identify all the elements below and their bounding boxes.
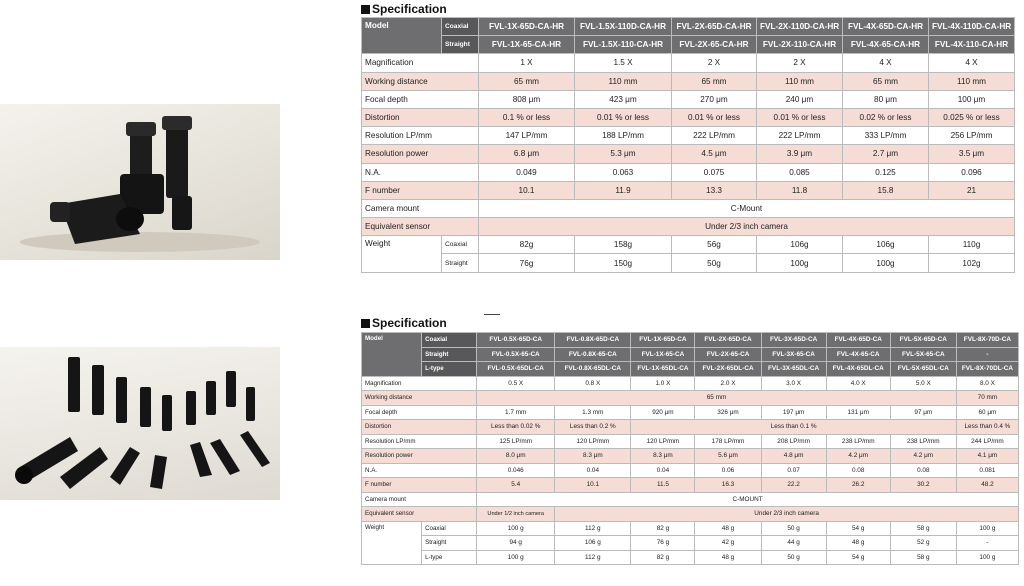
row-weight-straight	[362, 254, 1015, 272]
table-cell: 82 g	[631, 550, 695, 565]
table-cell: FVL-0.5X-65DL-CA	[477, 362, 555, 377]
row-weight-coaxial	[362, 236, 1015, 254]
table-cell: Under 1/2 inch camera	[477, 507, 555, 522]
table-cell: 240 μm	[757, 90, 843, 108]
row-weight-coaxial	[362, 521, 1019, 536]
table-cell: 100 g	[956, 521, 1018, 536]
model-header: Model	[362, 333, 422, 377]
model-name: FVL-4X-65-CA-HR	[843, 36, 929, 54]
table-cell: 10.1	[555, 478, 631, 493]
table-cell: 1.3 mm	[555, 405, 631, 420]
table-cell: Working distance	[362, 72, 479, 90]
table-cell: Coaxial	[422, 333, 477, 348]
table-cell: 0.08	[826, 463, 890, 478]
table-cell: Less than 0.1 %	[631, 420, 956, 435]
table-cell: 208 LP/mm	[761, 434, 826, 449]
row-magnification	[362, 54, 1015, 72]
table-cell: FVL-0.8X-65-CA	[555, 347, 631, 362]
table-cell: 4.2 μm	[826, 449, 890, 464]
table-cell: 11.8	[757, 181, 843, 199]
table-cell: Coaxial	[442, 236, 479, 254]
table-cell: 30.2	[890, 478, 956, 493]
table-cell: N.A.	[362, 163, 479, 181]
row-distortion	[362, 420, 1019, 435]
table-cell: L-type	[422, 550, 477, 565]
table-cell: 82g	[479, 236, 575, 254]
table-cell: 8.3 μm	[631, 449, 695, 464]
table-cell: 94 g	[477, 536, 555, 551]
table-cell: 2.7 μm	[843, 145, 929, 163]
table-cell: 106g	[757, 236, 843, 254]
table-cell: 4.8 μm	[761, 449, 826, 464]
table-cell: Under 2/3 inch camera	[555, 507, 1019, 522]
table-cell: 8.0 X	[956, 376, 1018, 391]
table-cell: 50 g	[761, 521, 826, 536]
row-camera-mount	[362, 492, 1019, 507]
table-cell: 11.5	[631, 478, 695, 493]
table-cell: 3.9 μm	[757, 145, 843, 163]
table-cell: Straight	[442, 254, 479, 272]
table-cell: Magnification	[362, 376, 477, 391]
table-cell: 0.02 % or less	[843, 108, 929, 126]
table-cell: 0.063	[575, 163, 672, 181]
table-cell: N.A.	[362, 463, 477, 478]
table-cell: FVL-0.5X-65-CA	[477, 347, 555, 362]
table-cell: FVL-1X-65D-CA	[631, 333, 695, 348]
table-cell: 76g	[479, 254, 575, 272]
table-cell: 0.046	[477, 463, 555, 478]
table-cell: C-MOUNT	[477, 492, 1019, 507]
table-cell: FVL-0.5X-65D-CA	[477, 333, 555, 348]
model-name: FVL-4X-110D-CA-HR	[929, 18, 1015, 36]
table-cell: FVL-1X-65-CA	[631, 347, 695, 362]
header-row-straight	[362, 347, 1019, 362]
divider	[484, 314, 500, 315]
row-equivalent-sensor	[362, 507, 1019, 522]
table-cell: 60 μm	[956, 405, 1018, 420]
table-cell: 110 mm	[757, 72, 843, 90]
table-cell: FVL-3X-65DL-CA	[761, 362, 826, 377]
row-resolution-lp	[362, 434, 1019, 449]
table-cell: 100 g	[956, 550, 1018, 565]
table-cell: -	[956, 347, 1018, 362]
row-working-distance	[362, 72, 1015, 90]
row-na	[362, 463, 1019, 478]
table-cell: Resolution power	[362, 145, 479, 163]
table-cell: 333 LP/mm	[843, 127, 929, 145]
table-cell: 0.04	[555, 463, 631, 478]
table-cell: FVL-8X-70DL-CA	[956, 362, 1018, 377]
spec-table-hr	[361, 17, 1015, 273]
table-cell: FVL-2X-65-CA	[695, 347, 761, 362]
table-cell: 0.1 % or less	[479, 108, 575, 126]
table-cell: 808 μm	[479, 90, 575, 108]
table-cell: Straight	[442, 36, 479, 54]
table-cell: 100 g	[477, 521, 555, 536]
table-cell: 112 g	[555, 550, 631, 565]
table-cell: 82 g	[631, 521, 695, 536]
model-name: FVL-4X-65D-CA-HR	[843, 18, 929, 36]
table-cell: 5.6 μm	[695, 449, 761, 464]
table-cell: 76 g	[631, 536, 695, 551]
table-cell: Focal depth	[362, 405, 477, 420]
table-cell: 5.3 μm	[575, 145, 672, 163]
row-resolution-power	[362, 449, 1019, 464]
table-cell: 4.0 X	[826, 376, 890, 391]
table-cell: 1.7 mm	[477, 405, 555, 420]
table-cell: FVL-4X-65D-CA	[826, 333, 890, 348]
table-cell: FVL-1X-65DL-CA	[631, 362, 695, 377]
table-cell: 3.0 X	[761, 376, 826, 391]
table-cell: 131 μm	[826, 405, 890, 420]
table-cell: 238 LP/mm	[890, 434, 956, 449]
table-cell: 2 X	[757, 54, 843, 72]
table-cell: 0.01 % or less	[757, 108, 843, 126]
table-cell: 222 LP/mm	[672, 127, 757, 145]
table-cell: Less than 0.02 %	[477, 420, 555, 435]
table-cell: FVL-2X-65DL-CA	[695, 362, 761, 377]
spec-table-standard	[361, 332, 1019, 565]
table-cell: 15.8	[843, 181, 929, 199]
table-cell: Working distance	[362, 391, 477, 406]
table-cell: 197 μm	[761, 405, 826, 420]
row-focal-depth	[362, 405, 1019, 420]
table-cell: 16.3	[695, 478, 761, 493]
table-cell: Less than 0.4 %	[956, 420, 1018, 435]
table-cell: 125 LP/mm	[477, 434, 555, 449]
table-cell: 70 mm	[956, 391, 1018, 406]
table-cell: 26.2	[826, 478, 890, 493]
table-cell: 112 g	[555, 521, 631, 536]
table-cell: 222 LP/mm	[757, 127, 843, 145]
table-cell: 110g	[929, 236, 1015, 254]
table-cell: 4 X	[929, 54, 1015, 72]
table-cell: 0.025 % or less	[929, 108, 1015, 126]
row-camera-mount	[362, 199, 1015, 217]
table-cell: 1.5 X	[575, 54, 672, 72]
table-cell: 3.5 μm	[929, 145, 1015, 163]
table-cell: 54 g	[826, 521, 890, 536]
table-cell: Less than 0.2 %	[555, 420, 631, 435]
model-name: FVL-2X-65D-CA-HR	[672, 18, 757, 36]
table-cell: Resolution power	[362, 449, 477, 464]
table-cell: 4 X	[843, 54, 929, 72]
table-cell: 0.5 X	[477, 376, 555, 391]
table-cell: Distortion	[362, 108, 479, 126]
row-na	[362, 163, 1015, 181]
table-cell: 110 mm	[575, 72, 672, 90]
table-cell: 102g	[929, 254, 1015, 272]
table-cell: 48.2	[956, 478, 1018, 493]
table-cell: 11.9	[575, 181, 672, 199]
table-cell: FVL-5X-65DL-CA	[890, 362, 956, 377]
table-cell: 0.049	[479, 163, 575, 181]
table-cell: Weight	[362, 521, 422, 565]
table-cell: 65 mm	[843, 72, 929, 90]
table-cell: 0.075	[672, 163, 757, 181]
table-cell: 4.1 μm	[956, 449, 1018, 464]
row-distortion	[362, 108, 1015, 126]
table-cell: 10.1	[479, 181, 575, 199]
table-cell: Coaxial	[442, 18, 479, 36]
table-cell: 100g	[843, 254, 929, 272]
row-magnification	[362, 376, 1019, 391]
table-cell: 48 g	[695, 550, 761, 565]
table-cell: 0.07	[761, 463, 826, 478]
row-resolution-power	[362, 145, 1015, 163]
table-cell: Weight	[362, 236, 442, 272]
table-cell: 50g	[672, 254, 757, 272]
table-cell: Resolution LP/mm	[362, 434, 477, 449]
header-row-ltype	[362, 362, 1019, 377]
row-f-number	[362, 181, 1015, 199]
spec-heading: Specification	[361, 317, 447, 330]
table-cell: 50 g	[761, 550, 826, 565]
table-cell: Straight	[422, 536, 477, 551]
table-cell: 1.0 X	[631, 376, 695, 391]
product-photo-standard-lenses	[0, 347, 280, 500]
table-cell: 65 mm	[477, 391, 957, 406]
table-cell: Focal depth	[362, 90, 479, 108]
table-cell: 65 mm	[479, 72, 575, 90]
table-cell: -	[956, 536, 1018, 551]
table-cell: FVL-0.8X-65D-CA	[555, 333, 631, 348]
table-cell: 238 LP/mm	[826, 434, 890, 449]
table-cell: 256 LP/mm	[929, 127, 1015, 145]
table-cell: 326 μm	[695, 405, 761, 420]
table-cell: Resolution LP/mm	[362, 127, 479, 145]
table-cell: 58 g	[890, 550, 956, 565]
table-cell: L-type	[422, 362, 477, 377]
table-cell: 0.04	[631, 463, 695, 478]
table-cell: FVL-4X-65-CA	[826, 347, 890, 362]
table-cell: 13.3	[672, 181, 757, 199]
model-name: FVL-2X-65-CA-HR	[672, 36, 757, 54]
table-cell: 5.0 X	[890, 376, 956, 391]
table-cell: 0.081	[956, 463, 1018, 478]
table-cell: 1 X	[479, 54, 575, 72]
table-cell: 97 μm	[890, 405, 956, 420]
table-cell: Coaxial	[422, 521, 477, 536]
table-cell: 150g	[575, 254, 672, 272]
table-cell: Camera mount	[362, 199, 479, 217]
table-cell: 147 LP/mm	[479, 127, 575, 145]
table-cell: 106 g	[555, 536, 631, 551]
model-header: Model	[362, 18, 442, 54]
table-cell: Equivalent sensor	[362, 218, 479, 236]
table-cell: Straight	[422, 347, 477, 362]
table-cell: Magnification	[362, 54, 479, 72]
table-cell: 8.3 μm	[555, 449, 631, 464]
table-cell: 110 mm	[929, 72, 1015, 90]
table-cell: 100 g	[477, 550, 555, 565]
table-cell: Camera mount	[362, 492, 477, 507]
table-cell: FVL-5X-65-CA	[890, 347, 956, 362]
table-cell: Equivalent sensor	[362, 507, 477, 522]
product-photo-hr-lenses	[0, 104, 280, 260]
table-cell: 4.5 μm	[672, 145, 757, 163]
model-name: FVL-1X-65D-CA-HR	[479, 18, 575, 36]
table-cell: 0.01 % or less	[672, 108, 757, 126]
model-name: FVL-2X-110-CA-HR	[757, 36, 843, 54]
table-cell: 0.8 X	[555, 376, 631, 391]
row-weight-straight	[362, 536, 1019, 551]
table-cell: 44 g	[761, 536, 826, 551]
table-cell: 423 μm	[575, 90, 672, 108]
table-cell: 52 g	[890, 536, 956, 551]
row-focal-depth	[362, 90, 1015, 108]
table-cell: 2.0 X	[695, 376, 761, 391]
table-cell: 56g	[672, 236, 757, 254]
table-cell: 4.2 μm	[890, 449, 956, 464]
table-cell: F number	[362, 181, 479, 199]
table-cell: 8.0 μm	[477, 449, 555, 464]
table-cell: FVL-0.8X-65DL-CA	[555, 362, 631, 377]
table-cell: FVL-3X-65D-CA	[761, 333, 826, 348]
table-cell: Distortion	[362, 420, 477, 435]
model-name: FVL-4X-110-CA-HR	[929, 36, 1015, 54]
table-cell: 5.4	[477, 478, 555, 493]
table-cell: 2 X	[672, 54, 757, 72]
row-f-number	[362, 478, 1019, 493]
table-cell: C-Mount	[479, 199, 1015, 217]
table-cell: 100g	[757, 254, 843, 272]
header-row-coaxial	[362, 18, 1015, 36]
table-cell: 0.085	[757, 163, 843, 181]
spec-heading: Specification	[361, 3, 447, 16]
table-cell: 244 LP/mm	[956, 434, 1018, 449]
table-cell: FVL-2X-65D-CA	[695, 333, 761, 348]
table-cell: 188 LP/mm	[575, 127, 672, 145]
table-cell: 21	[929, 181, 1015, 199]
table-cell: 0.125	[843, 163, 929, 181]
table-cell: 65 mm	[672, 72, 757, 90]
table-cell: 920 μm	[631, 405, 695, 420]
model-name: FVL-1.5X-110-CA-HR	[575, 36, 672, 54]
table-cell: 158g	[575, 236, 672, 254]
table-cell: 100 μm	[929, 90, 1015, 108]
table-cell: FVL-8X-70D-CA	[956, 333, 1018, 348]
table-cell: 48 g	[826, 536, 890, 551]
row-working-distance	[362, 391, 1019, 406]
table-cell: 80 μm	[843, 90, 929, 108]
table-cell: F number	[362, 478, 477, 493]
table-cell: FVL-5X-65D-CA	[890, 333, 956, 348]
row-weight-ltype	[362, 550, 1019, 565]
table-cell: FVL-4X-65DL-CA	[826, 362, 890, 377]
table-cell: 6.8 μm	[479, 145, 575, 163]
table-cell: Under 2/3 inch camera	[479, 218, 1015, 236]
model-name: FVL-2X-110D-CA-HR	[757, 18, 843, 36]
table-cell: 270 μm	[672, 90, 757, 108]
table-cell: 178 LP/mm	[695, 434, 761, 449]
table-cell: 0.06	[695, 463, 761, 478]
model-name: FVL-1.5X-110D-CA-HR	[575, 18, 672, 36]
table-cell: 0.01 % or less	[575, 108, 672, 126]
table-cell: 106g	[843, 236, 929, 254]
row-resolution-lp	[362, 127, 1015, 145]
header-row-straight	[362, 36, 1015, 54]
row-equivalent-sensor	[362, 218, 1015, 236]
header-row-coaxial	[362, 333, 1019, 348]
table-cell: 22.2	[761, 478, 826, 493]
table-cell: 0.096	[929, 163, 1015, 181]
table-cell: 0.08	[890, 463, 956, 478]
model-name: FVL-1X-65-CA-HR	[479, 36, 575, 54]
table-cell: 42 g	[695, 536, 761, 551]
table-cell: 48 g	[695, 521, 761, 536]
table-cell: 58 g	[890, 521, 956, 536]
table-cell: FVL-3X-65-CA	[761, 347, 826, 362]
table-cell: 54 g	[826, 550, 890, 565]
table-cell: 120 LP/mm	[555, 434, 631, 449]
table-cell: 120 LP/mm	[631, 434, 695, 449]
